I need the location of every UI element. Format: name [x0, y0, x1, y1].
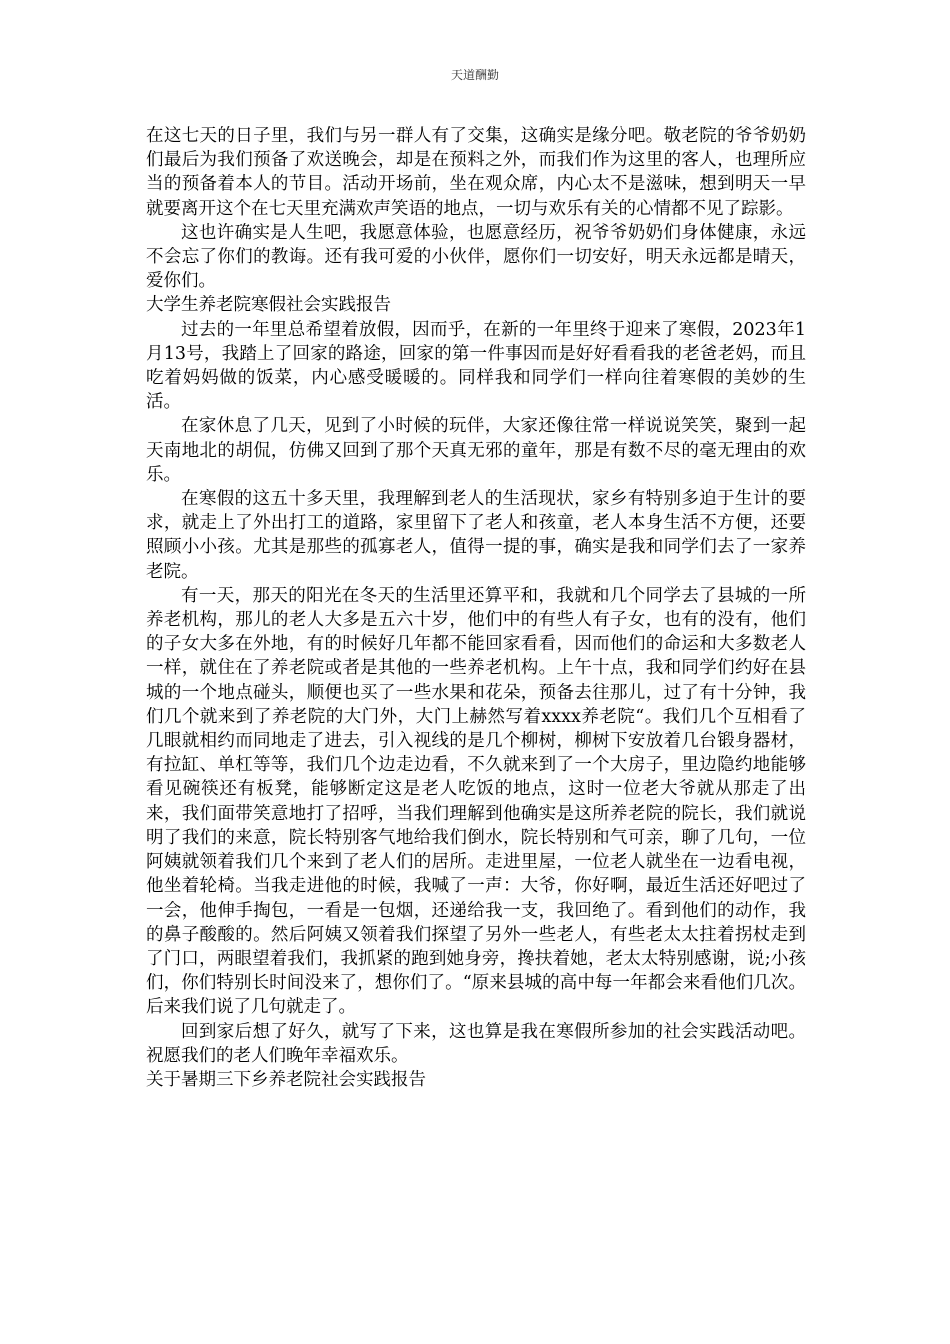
document-body: [146, 124, 806, 1092]
page-header: 天道酬勤: [450, 68, 499, 82]
paragraph-3: 过去的一年里总希望着放假，因而乎，在新的一年里终于迎来了寒假，2023年1月13号，我踏上了回家的路途，回家的第一件事因而是好好看看我的老爸老妈，而且吃着妈妈做的饭菜，内心感受暖暖的。同样我和同学们一样向往着寒假的美妙的生活。: [146, 319, 806, 413]
paragraph-2: 这也许确实是人生吧，我愿意体验，也愿意经历，祝爷爷奶奶们身体健康，永远不会忘了你们的教诲。还有我可爱的小伙伴，愿你们一切安好，明天永远都是晴天，爱你们。: [146, 222, 806, 292]
paragraph-5: 在寒假的这五十多天里，我理解到老人的生活现状，家乡有特别多迫于生计的要求，就走上了外出打工的道路，家里留下了老人和孩童，老人本身生活不方便，还要照顾小小孩。尤其是那些的孤寡老人，值得一提的事，确实是我和同学们去了一家养老院。: [146, 489, 806, 582]
section-heading-1: 大学生养老院寒假社会实践报告: [146, 295, 391, 316]
section-heading-2: 关于暑期三下乡养老院社会实践报告: [146, 1069, 426, 1090]
paragraph-7: 回到家后想了好久，就写了下来，这也算是我在寒假所参加的社会实践活动吧。祝愿我们的老人们晚年幸福欢乐。: [146, 1021, 806, 1066]
paragraph-4: 在家休息了几天，见到了小时候的玩伴，大家还像往常一样说说笑笑，聚到一起天南地北的胡侃，仿佛又回到了那个天真无邪的童年，那是有数不尽的毫无理由的欢乐。: [146, 416, 806, 485]
paragraph-6: 有一天，那天的阳光在冬天的生活里还算平和，我就和几个同学去了县城的一所养老机构，那儿的老人大多是五六十岁，他们中的有些人有子女，也有的没有，他们的子女大多在外地，有的时候好几年都不能回家看看，因而他们的命运和大多数老人一样，就住在了养老院或者是其他的一些养老机构。上午十点，我和同学们约好在县城的一个地点碰头，顺便也买了一些水果和花朵，预备去往那儿，过了有十分钟，我们几个就来到了养老院的大门外，大门上赫然写着xxxx养老院“。我们几个互相看了几眼就相约而同地走了进去，引入视线的是几个柳树，柳树下安放着几台锻身器材，有拉缸、单杠等等，我们几个边走边看，不久就来到了一个大房子，里边隐约地能够看见碗筷还有板凳，能够断定这是老人吃饭的地点，这时一位老大爷就从那走了出来，我们面带笑意地打了招呼，当我们理解到他确实是这所养老院的院长，我们就说明了我们的来意，院长特别客气地给我们倒水，院长特别和气可亲，聊了几句，一位阿姨就领着我们几个来到了老人们的居所。走进里屋，一位老人就坐在一边看电视，他坐着轮椅。当我走进他的时候，我喊了一声：大爷，你好啊，最近生活还好吧过了一会，他伸手掏包，一看是一包烟，还递给我一支，我回绝了。看到他们的动作，我的鼻子酸酸的。然后阿姨又领着我们探望了另外一些老人，有些老太太拄着拐杖走到了门口，两眼望着我们，我抓紧的跑到她身旁，搀扶着她，老太太特别感谢，说;小孩们，你们特别长时间没来了，想你们了。“原来县城的高中每一年都会来看他们几次。后来我们说了几句就走了。: [146, 585, 806, 1018]
paragraph-1: 在这七天的日子里，我们与另一群人有了交集，这确实是缘分吧。敬老院的爷爷奶奶们最后为我们预备了欢送晚会，却是在预料之外，而我们作为这里的客人，也理所应当的预备着本人的节目。活动开场前，坐在观众席，内心太不是滋味，想到明天一早就要离开这个在七天里充满欢声笑语的地点，一切与欢乐有关的心情都不见了踪影。: [146, 126, 806, 219]
